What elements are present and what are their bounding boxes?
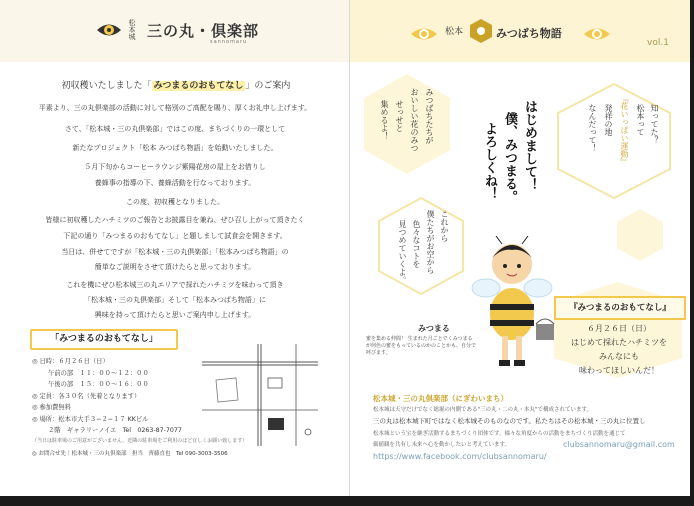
paragraph-line: 平素より、三の丸倶楽部の活動に対して格別のご高配を賜り、厚くお礼申し上げます。 [38, 104, 312, 112]
info-place-floor: ２階 ギャラリーノイエ Tel 0263-87-7077 [48, 427, 182, 434]
speech1-line: 『花いっぱい運動』 [620, 94, 629, 166]
paragraph-line: さて、「松本城・三の丸倶楽部」ではこの度、まちづくりの一環として [64, 125, 286, 133]
speech3-line: 色々なコトを [412, 220, 421, 268]
speech3-line: 僕たちがお空から [426, 210, 435, 274]
paragraph-line: 簡単なご説明をさせて頂けたらと思っております。 [94, 263, 256, 271]
quote-line: ６月２６日（日） [587, 324, 651, 333]
club-title: 松本城・三の丸倶楽部（にぎわいまち） [373, 394, 508, 403]
speech2-line: みつばちたちが [425, 88, 434, 144]
info-contact: ◎ お問合せ先｜松本城・三の丸倶楽部 担当 齊藤直也 Tel 090-3003-3506 [32, 451, 228, 457]
paragraph-line: 下記の通り「みつまるのおもてなし」と題しまして試食会を開きます。 [63, 232, 287, 240]
speech2-line: 集めるよ！ [380, 100, 389, 140]
paragraph-line: 興味を持って頂けたらと思いご案内申し上げます。 [94, 311, 256, 319]
info-parking-note: （当日は駐車場のご用意がございません。近隣の駐車場をご利用のほど宜しくお願い致します） [32, 438, 248, 444]
club-description-line: 松本城という宝を継ぎ活動するまちづくり団体です。様々な角度からの活動をまちづくり活動を通じて [373, 431, 626, 437]
paragraph-line: 当日は、併せてですが「松本城・三の丸倶楽部」「松本みつばち物語」の [61, 248, 289, 256]
intro-title: 初収穫いたしました「 みつまるのおもてなし 」のご案内 [61, 81, 291, 91]
volume-label: vol.1 [647, 38, 669, 48]
speech2-line: おいしい花のみつ [410, 88, 419, 152]
club-description-line: 三の丸は松本城下町ではなく松本城そのものなのです。私たちはその松本城・三の丸に位置し [373, 417, 646, 425]
club-description-line: 価値観を共有し未来へ心を動かしたいと考えています。 [373, 442, 511, 448]
speech3-line: 見つめていくよ。 [398, 220, 407, 284]
location-map [196, 340, 324, 450]
paragraph-line: これを機にぜひ松本城三の丸エリアで採れたハチミツを味わって頂き [66, 281, 284, 289]
fold-line [349, 0, 350, 496]
info-place: ◎ 場所：松本市大手３−２−１７ KKビル [32, 416, 149, 423]
decor-hexagon [615, 207, 665, 263]
club-description-line: 松本城は天守だけでなく総堀の内側である"三の丸・二の丸・本丸"で構成されています。 [373, 407, 593, 413]
greeting-line: よろしくね！ [482, 122, 497, 200]
omotenashi-title-box: 「みつまるのおもてなし」 [30, 329, 178, 350]
facebook-link[interactable]: https://www.facebook.com/clubsannomaru/ [373, 452, 547, 461]
paragraph-line: 養蜂事の指導の下、養蜂活動を行なっております。 [94, 179, 256, 187]
info-fee: ◎ 参加費無料 [32, 404, 71, 411]
quote-title-box: 『みつまるのおもてなし』 [554, 296, 686, 320]
speech1-line: 松本って [636, 104, 645, 136]
info-morning: 午前の部 １１：００〜１２：００ [48, 370, 149, 377]
mitsubachi-prefix: 松本 [445, 27, 464, 37]
info-capacity: ◎ 定員：各３０名（先着となります） [32, 393, 141, 400]
speech1-line: 知ってた？ [650, 104, 659, 144]
bee-name-label: みつまる [418, 324, 450, 333]
quote-line: みんなにも [599, 352, 639, 361]
greeting-line: 僕、みつまる。 [502, 112, 517, 203]
paragraph-line: 新たなプロジェクト「松本 みつばち物語」を始動いたしました。 [72, 144, 278, 152]
brand-roman: sannomaru [210, 39, 248, 45]
paragraph-line: この度、初収穫となりました。 [126, 198, 224, 206]
paragraph-line: 「松本城・三の丸倶楽部」そして「松本みつばち物語」に [84, 296, 266, 304]
speech3-line: これから [440, 210, 449, 242]
speech1-line: なんだって！ [588, 104, 597, 152]
bee-caption: 蜜を集める仲間！ 生まれた月ごとでくみつまるが何色の蜜をもっているのかのことかも、自分で呼びます。 [366, 336, 477, 356]
eye-logo-icon [96, 22, 122, 38]
paragraph-line: ５月下旬からコーヒーラウンジ紫陽花房の屋上をお借りし [84, 163, 266, 171]
paragraph-line: 皆様に初収穫したハチミツのご報告とお披露目を兼ね、ぜひ召し上がって頂きたく [45, 216, 305, 224]
speech1-line: 発祥の地 [604, 104, 613, 136]
quote-line: 味わってほしいんだ！ [579, 366, 659, 375]
bee-mascot-illustration [466, 236, 558, 376]
hexagon-logo-icon [469, 18, 493, 44]
eye-logo-icon [583, 26, 611, 42]
brand-name: 三の丸・倶楽部 [147, 22, 260, 40]
contact-email[interactable]: clubsannomaru@gmail.com [563, 440, 675, 449]
speech-hexagon-2 [362, 72, 452, 176]
speech2-line: せっせと [395, 100, 404, 132]
mitsubachi-title: みつばち物語 [496, 27, 562, 40]
info-date: ◎ 日時：６月２６日（日） [32, 358, 109, 365]
info-afternoon: 午後の部 １５：００〜１６：００ [48, 381, 149, 388]
quote-body [554, 322, 684, 378]
quote-line: はじめて採れたハチミツを [571, 338, 667, 347]
brand-subtext: 松本城 [128, 19, 136, 40]
greeting-line: はじめまして！ [522, 100, 537, 191]
eye-logo-icon [410, 26, 438, 42]
